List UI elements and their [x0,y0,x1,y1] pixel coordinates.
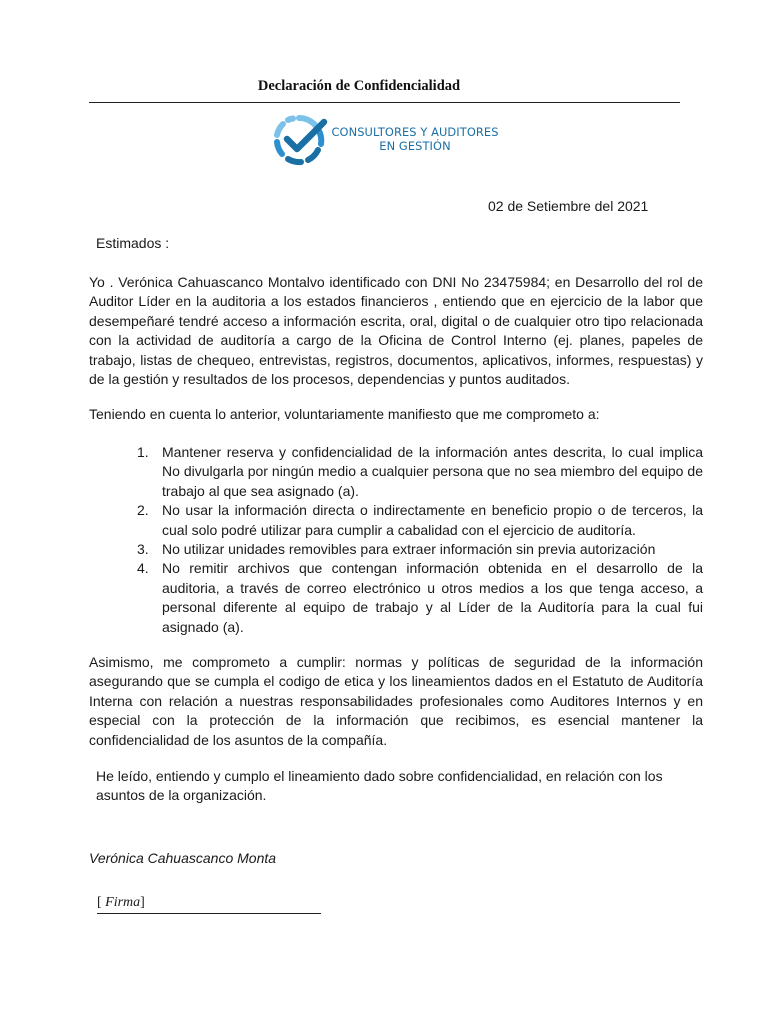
checkmark-circle-logo-icon [268,114,330,166]
company-logo [268,114,500,166]
list-item [137,501,703,540]
list-item-text: No usar la información directa o indirectamente en beneficio propio o de terceros, la cual solo podré utilizar para cumplir a cabalidad con el ejercicio de auditoría. [162,502,703,538]
list-item-text: No remitir archivos que contengan información obtenida en el desarrollo de la auditoria, a través de correo electrónico u otros medios a los que tenga acceso, a personal diferente al equipo de trabajo y al Líder de la Auditoría para la cual fui asignado (a). [162,560,703,635]
document-date: 02 de Setiembre del 2021 [488,198,649,214]
signature-line [97,895,321,914]
signature-bracket-open: [ [97,895,106,910]
list-item-text: Mantener reserva y confidencialidad de la información antes descrita, lo cual implica No divulgarla por ningún medio a cualquier persona que no sea miembro del equipo de trabajo al que sea asignado (a). [162,444,703,499]
logo-line-1: CONSULTORES Y AUDITORES [331,125,499,139]
list-item-number: 1. [137,444,149,460]
list-item-number: 2. [137,502,149,519]
list-item [137,559,703,637]
paragraph-commitment-intro: Teniendo en cuenta lo anterior, voluntariamente manifiesto que me comprometo a: [89,406,600,422]
title-underline [89,102,680,103]
commitment-list [137,443,703,637]
list-item-number: 3. [137,541,149,558]
list-item [137,443,703,501]
list-item-text: No utilizar unidades removibles para extraer información sin previa autorización [162,541,656,558]
logo-text [330,125,500,153]
document-title: Declaración de Confidencialidad [257,78,461,94]
logo-line-2: EN GESTIÓN [379,139,451,153]
greeting: Estimados : [96,235,170,251]
list-item-number: 4. [137,560,149,577]
signer-name: Verónica Cahuascanco Monta [89,850,277,866]
paragraph-policies: Asimismo, me comprometo a cumplir: normas y políticas de seguridad de la información asegurando que se cumpla el codigo de etica y los lineamientos dados en el Estatuto de Auditoría Interna con relación a nuestras responsabilidades profesionales como Auditores Internos y en especial con la protección de la información que recibimos, es esencial mantener la confidencialidad de los asuntos de la compañía. [89,654,703,748]
list-item [137,540,703,559]
signature-bracket-close: ] [140,895,145,910]
paragraph-acknowledgement: He leído, entiendo y cumplo el lineamiento dado sobre confidencialidad, en relación con los asuntos de la organización. [96,768,663,804]
signature-label: Firma [105,895,141,910]
paragraph-declaration: Yo . Verónica Cahuascanco Montalvo identificado con DNI No 23475984; en Desarrollo del rol de Auditor Líder en la auditoria a los estados financieros , entiendo que en ejercicio de la labor que desempeñaré tendré acceso a información escrita, oral, digital o de cualquier otro tipo relacionada con la actividad de auditoría a cargo de la Oficina de Control Interno (ej. planes, papeles de trabajo, listas de chequeo, entrevistas, registros, documentos, aplicativos, informes, respuestas) y de la gestión y resultados de los procesos, dependencias y puntos auditados. [89,274,703,388]
